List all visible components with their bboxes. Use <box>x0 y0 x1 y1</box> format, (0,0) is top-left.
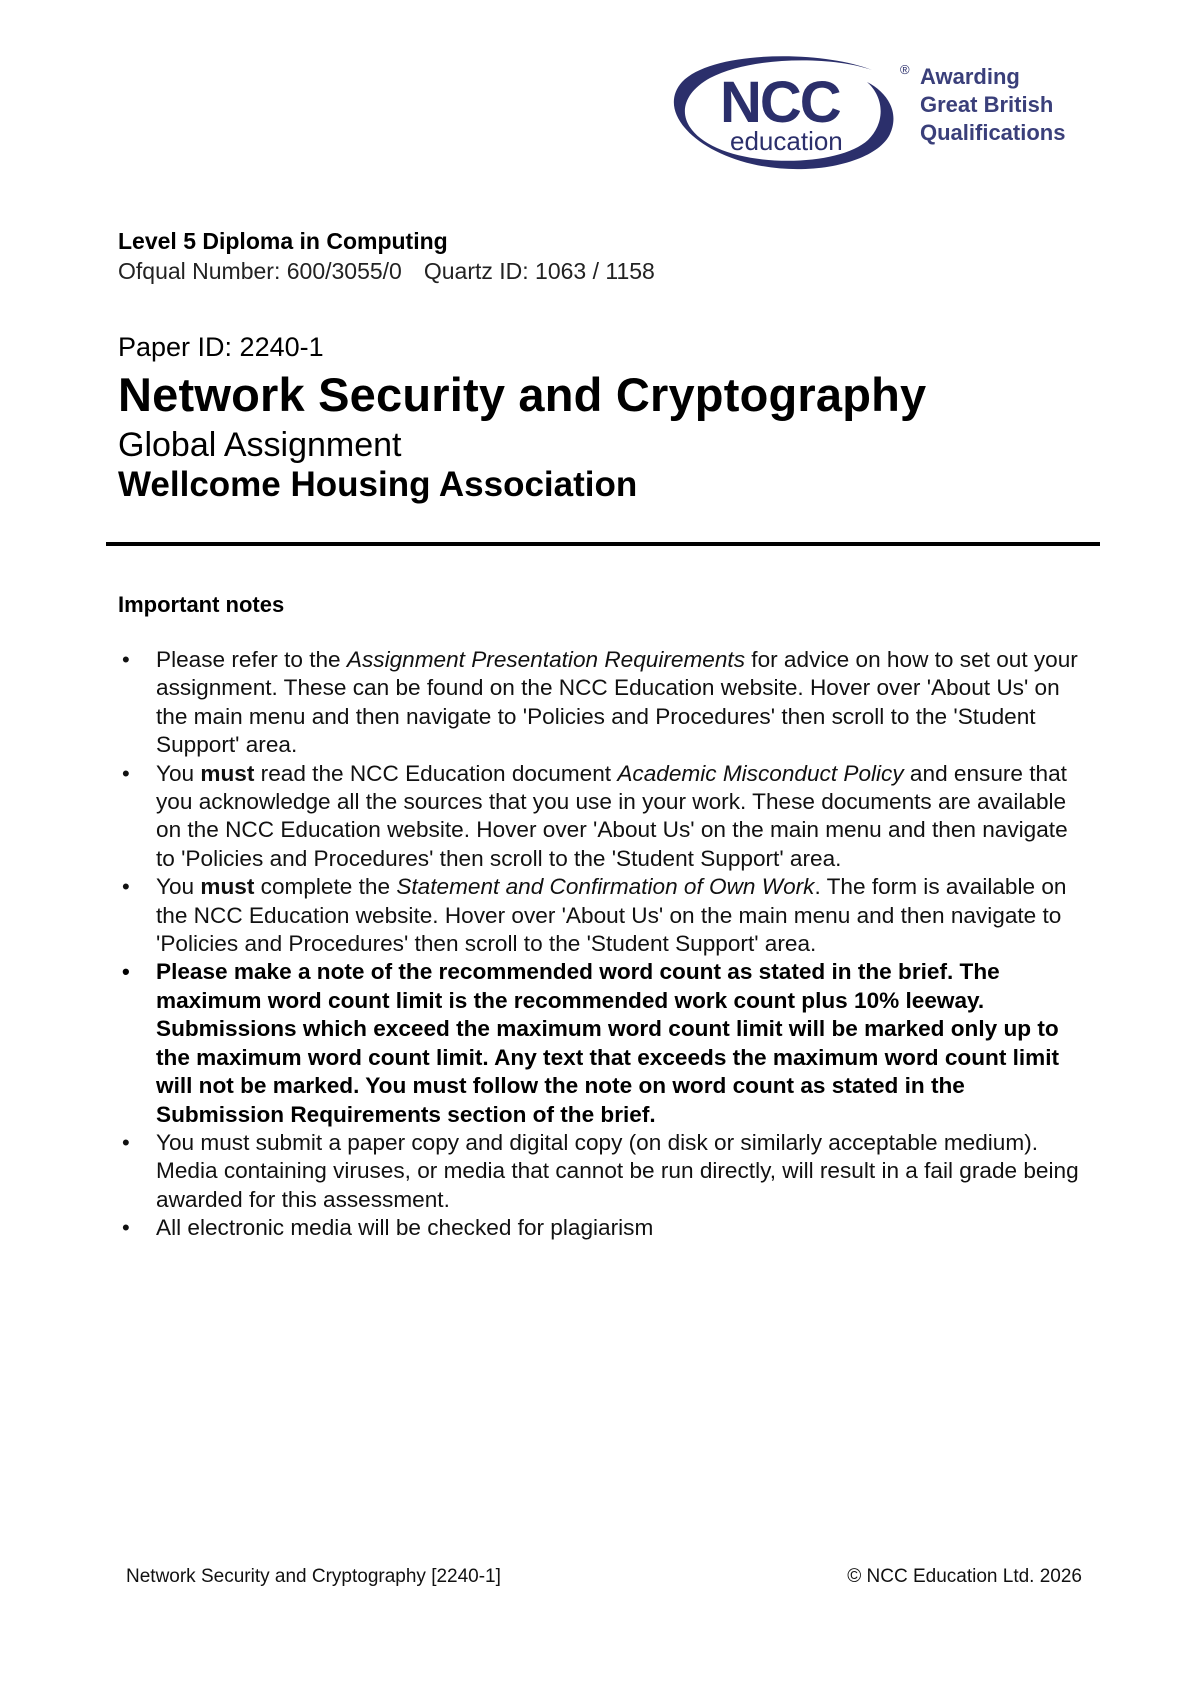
note-text: for advice on how to set out your assignment. These can be found on the NCC Education website. Hover over 'About Us' on the main menu and then navigate to 'Policies and Procedures' then scroll to the 'Student Support' area. <box>156 647 1078 758</box>
logo-sub-text: education <box>730 126 843 156</box>
note-text: . The form is available on the NCC Education website. Hover over 'About Us' on the main menu and then navigate to 'Policies and Procedures' then scroll to the 'Student Support' area. <box>156 874 1067 957</box>
footer-copyright: © NCC Education Ltd. 2026 <box>847 1566 1082 1587</box>
note-text: Please refer to the <box>156 647 347 672</box>
document-title: Network Security and Cryptography <box>118 368 927 421</box>
document-reference: Statement and Confirmation of Own Work <box>396 874 815 900</box>
qualification-block <box>118 226 1098 286</box>
bullet-icon: • <box>122 874 130 900</box>
logo-brand-text: NCC <box>720 70 840 135</box>
note-text: complete the <box>254 874 397 900</box>
note-item-misconduct <box>118 760 1090 874</box>
bullet-icon: • <box>122 760 130 786</box>
ncc-logo-graphic <box>672 52 1102 182</box>
note-item-presentation <box>118 646 1090 760</box>
note-item-statement <box>118 873 1090 958</box>
notes-heading: Important notes <box>118 592 285 617</box>
important-notes-list <box>118 646 1090 1243</box>
note-text: read the NCC Education document <box>254 760 618 786</box>
note-text: and ensure that you acknowledge all the sources that you use in your work. These documents are available on the NCC Education website. Hover over 'About Us' on the main menu and then navigate to 'Policies and Procedures' then scroll to the 'Student Support' area. <box>156 760 1068 871</box>
logo-tagline-line-3: Qualifications <box>920 120 1066 145</box>
qualification-title: Level 5 Diploma in Computing <box>118 228 448 254</box>
bullet-icon: • <box>122 1129 130 1155</box>
document-reference: Academic Misconduct Policy <box>617 760 904 786</box>
quartz-id: Quartz ID: 1063 / 1158 <box>423 258 655 284</box>
header-divider <box>106 542 1100 546</box>
logo-tagline-line-2: Great British <box>920 92 1054 117</box>
note-text: All electronic media will be checked for plagiarism <box>156 1215 654 1241</box>
note-text: You <box>156 760 201 786</box>
emphasis-text: must <box>200 760 255 786</box>
note-item-plagiarism <box>118 1214 1090 1242</box>
document-reference: Assignment Presentation Requirements <box>346 647 746 672</box>
bullet-icon: • <box>122 647 130 672</box>
ncc-education-logo <box>672 52 1102 182</box>
bullet-icon: • <box>122 959 130 985</box>
note-text: Please make a note of the recommended word count as stated in the brief. The maximum word count limit is the recommended work count plus 10% leeway. Submissions which exceed the maximum word count limit will be marked only up to the maximum word count limit. Any text that exceeds the maximum word count limit will not be marked. You must follow the note on word count as stated in the Submission Requirements section of the brief. <box>156 959 1060 1127</box>
note-text: You must submit a paper copy and digital copy (on disk or similarly acceptable medium). Media containing viruses, or media that cannot be run directly, will result in a fail grade being awarded for this assessment. <box>156 1129 1079 1212</box>
note-item-word-count <box>118 958 1090 1128</box>
registered-mark: ® <box>900 62 910 77</box>
emphasis-text: must <box>200 874 255 900</box>
footer-document-title: Network Security and Cryptography [2240-1] <box>126 1566 501 1587</box>
qualification-codes <box>118 256 1098 286</box>
ofqual-number: Ofqual Number: 600/3055/0 <box>118 258 402 284</box>
bullet-icon: • <box>122 1215 130 1241</box>
case-study-name: Wellcome Housing Association <box>118 465 638 504</box>
note-text: You <box>156 874 201 900</box>
paper-id: Paper ID: 2240-1 <box>118 332 324 362</box>
note-item-submission-media <box>118 1129 1090 1214</box>
assignment-type: Global Assignment <box>118 426 402 464</box>
logo-tagline-line-1: Awarding <box>920 64 1020 89</box>
